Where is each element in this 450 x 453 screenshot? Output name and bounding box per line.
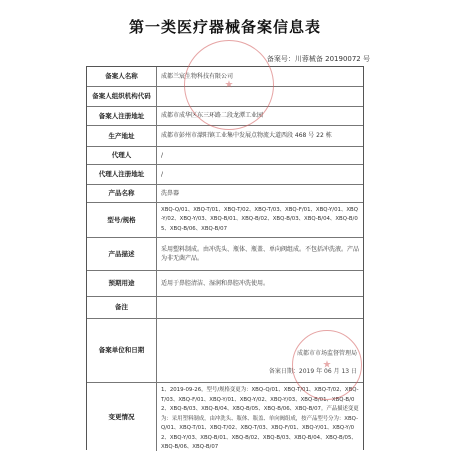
row-agent-address (87, 165, 363, 185)
label-description: 产品描述 (87, 238, 157, 270)
value-applicant: 成都兰宸生物科技有限公司 (161, 72, 234, 80)
row-agent (87, 147, 363, 165)
value-intended-use: 适用于鼻腔清洁、湿润和鼻腔冲洗使用。 (161, 279, 270, 287)
label-intended-use: 预期用途 (87, 271, 157, 296)
value-agent-address: / (161, 170, 164, 178)
row-description (87, 238, 363, 271)
record-number: 备案号：川蓉械备 20190072 号 (266, 55, 370, 63)
row-product-name (87, 185, 363, 203)
value-remark (161, 297, 359, 318)
value-description: 采用塑料制成。由冲洗头、瓶体、瓶盖、单向阀组成。不包括冲洗液。产品为非无菌产品。 (161, 245, 360, 262)
label-change: 变更情况 (87, 383, 157, 451)
label-agent-address: 代理人注册地址 (87, 165, 157, 184)
official-seal-icon: ★ (292, 330, 362, 400)
label-remark: 备注 (87, 297, 157, 318)
value-product-name: 洗鼻器 (161, 189, 180, 197)
label-product-name: 产品名称 (87, 185, 157, 202)
value-reg-address: 成都市成华区东三环路二段龙潭工业园 (161, 112, 264, 120)
row-intended-use (87, 271, 363, 297)
row-remark (87, 297, 363, 319)
dept-date: 备案日期：2019 年 06 月 13 日 (268, 368, 357, 375)
value-prod-address: 成都市彭州市濛阳镇工业集中发展点物流大道西段 468 号 22 栋 (161, 132, 332, 140)
value-model: XBQ-Q/01、XBQ-T/01、XBQ-T/02、XBQ-T/03、XBQ-F/01、XBQ-Y/01、XBQ-Y/02、XBQ-Y/03、XBQ-B/01、XBQ-B/02、XBQ-B/03、XBQ-B/04、XBQ-B/05、XBQ-B/06、XBQ-B/07 (161, 206, 358, 232)
row-model (87, 203, 363, 238)
value-change: 1、2019-09-26，型号/规格变更为：XBQ-Q/01、XBQ-T/01、XBQ-T/02、XBQ-T/03、XBQ-F/01、XBQ-Y/01、XBQ-Y/02、XBQ-Y/03、XBQ-B/01、XBQ-B/02、XBQ-B/03、XBQ-B/04、XBQ-B/05、XBQ-B/06、XBQ-B/07。产品描述变更为：采用塑料制成，由冲洗头、瓶体、瓶盖、单向阀组成，按产品型号分为：XBQ-Q/01、XBQ-T/01、XBQ-T/02、XBQ-T/03、XBQ-F/01、XBQ-Y/01、XBQ-Y/02、XBQ-Y/03、XBQ-B/01、XBQ-B/02、XBQ-B/03、XBQ-B/04、XBQ-B/05、XBQ-B/06、XBQ-B/07 (161, 387, 359, 450)
dept-org: 成都市市场监督管理局 (296, 350, 357, 357)
company-seal-icon: ★ (184, 40, 274, 130)
label-org-code: 备案人组织机构代码 (87, 87, 157, 106)
page-title: 第一类医疗器械备案信息表 (128, 18, 321, 36)
label-dept: 备案单位和日期 (87, 319, 157, 382)
label-agent: 代理人 (87, 147, 157, 164)
label-applicant: 备案人名称 (87, 67, 157, 86)
label-model: 型号/规格 (87, 203, 157, 237)
label-reg-address: 备案人注册地址 (87, 107, 157, 125)
value-agent: / (161, 151, 164, 159)
label-prod-address: 生产地址 (87, 126, 157, 146)
